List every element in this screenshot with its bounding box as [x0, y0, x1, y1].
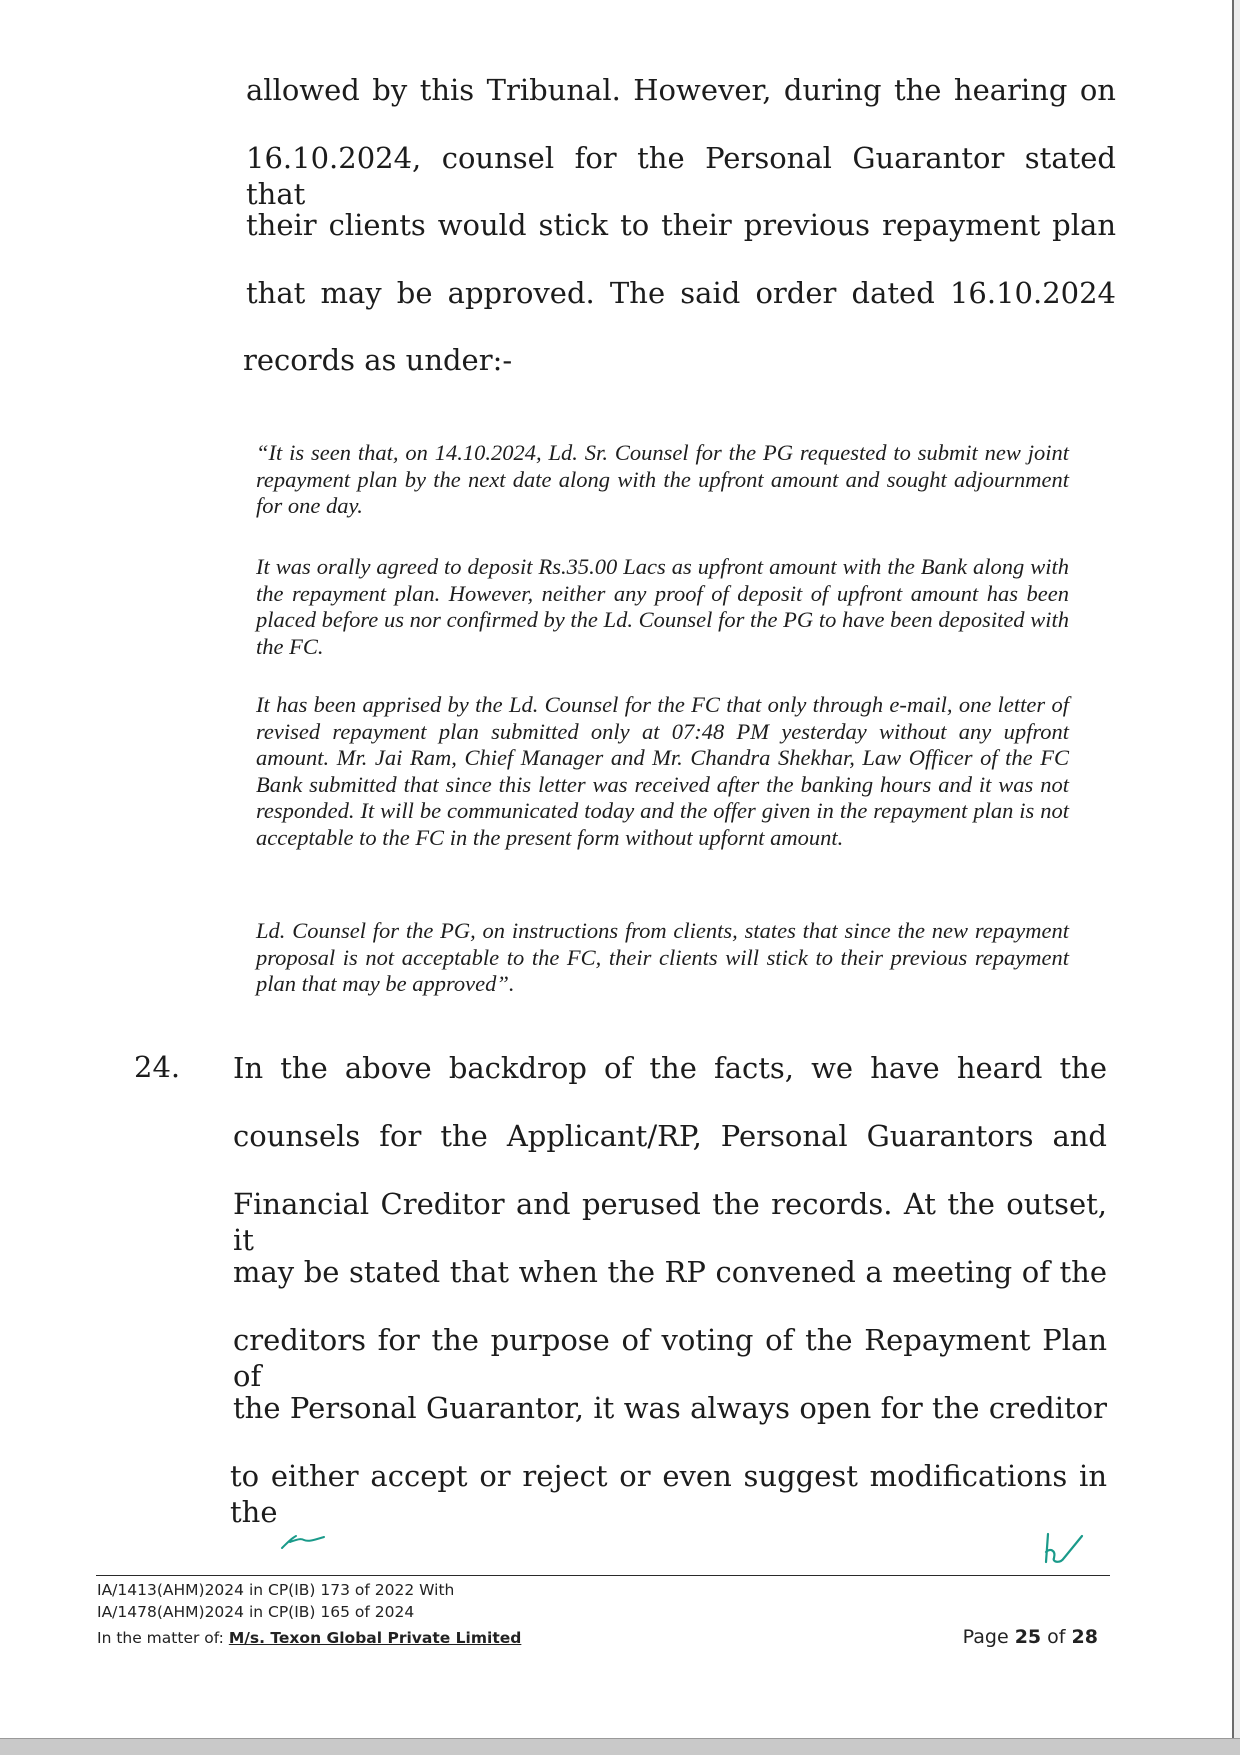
page-prefix: Page — [962, 1626, 1015, 1648]
body-line: to either accept or reject or even suggest modifications in the — [230, 1459, 1107, 1529]
paragraph-number: 24. — [134, 1050, 181, 1084]
body-line: the Personal Guarantor, it was always open for the creditor — [233, 1391, 1107, 1425]
scan-edge-bottom — [0, 1738, 1240, 1755]
quote-paragraph: It has been apprised by the Ld. Counsel for the FC that only through e-mail, one letter of revised repayment plan submitted only at 07:48 PM yesterday without any upfront amount. Mr. Jai Ram, Chief Manager and Mr. Chandra Shekhar, Law Officer of the FC Bank submitted that since this letter was received after the banking hours and it was not responded. It will be communicated today and the offer given in the repayment plan is not acceptable to the FC in the present form without upfornt amount. — [256, 692, 1069, 850]
body-line: records as under:- — [243, 343, 513, 377]
quote-paragraph: Ld. Counsel for the PG, on instructions from clients, states that since the new repayment proposal is not acceptable to the FC, their clients will stick to their previous repayment plan that may be approved”. — [256, 918, 1069, 996]
signature-left — [278, 1528, 330, 1552]
footer-divider — [96, 1575, 1110, 1576]
body-line: 16.10.2024, counsel for the Personal Guarantor stated that — [246, 141, 1116, 211]
body-line: may be stated that when the RP convened a meeting of the — [233, 1255, 1107, 1289]
body-line: In the above backdrop of the facts, we have heard the — [233, 1051, 1107, 1085]
scan-edge-right — [1234, 0, 1240, 1754]
footer-matter-line — [97, 1628, 521, 1648]
signature-right — [1040, 1530, 1090, 1570]
page-number — [963, 1626, 1098, 1648]
page-total: 28 — [1071, 1626, 1098, 1648]
page-current: 25 — [1014, 1626, 1042, 1648]
body-line: allowed by this Tribunal. However, during the hearing on — [246, 73, 1116, 107]
matter-prefix: In the matter of: — [97, 1629, 229, 1647]
page-of: of — [1041, 1626, 1072, 1648]
quote-paragraph: “It is seen that, on 14.10.2024, Ld. Sr. Counsel for the PG requested to submit new joint repayment plan by the next date along with the upfront amount and sought adjournment for one day. — [256, 440, 1069, 518]
body-line: their clients would stick to their previous repayment plan — [246, 208, 1116, 242]
body-line: Financial Creditor and perused the records. At the outset, it — [233, 1187, 1107, 1257]
matter-name: M/s. Texon Global Private Limited — [228, 1629, 522, 1647]
body-line: counsels for the Applicant/RP, Personal Guarantors and — [233, 1119, 1107, 1153]
quote-paragraph: It was orally agreed to deposit Rs.35.00 Lacs as upfront amount with the Bank along with the repayment plan. However, neither any proof of deposit of upfront amount has been placed before us nor confirmed by the Ld. Counsel for the PG to have been deposited with the FC. — [256, 554, 1069, 659]
body-line: creditors for the purpose of voting of the Repayment Plan of — [233, 1323, 1107, 1393]
body-line: that may be approved. The said order dated 16.10.2024 — [246, 276, 1116, 310]
footer-case-line-1: IA/1413(AHM)2024 in CP(IB) 173 of 2022 With — [97, 1581, 455, 1599]
footer-case-line-2: IA/1478(AHM)2024 in CP(IB) 165 of 2024 — [97, 1603, 415, 1621]
